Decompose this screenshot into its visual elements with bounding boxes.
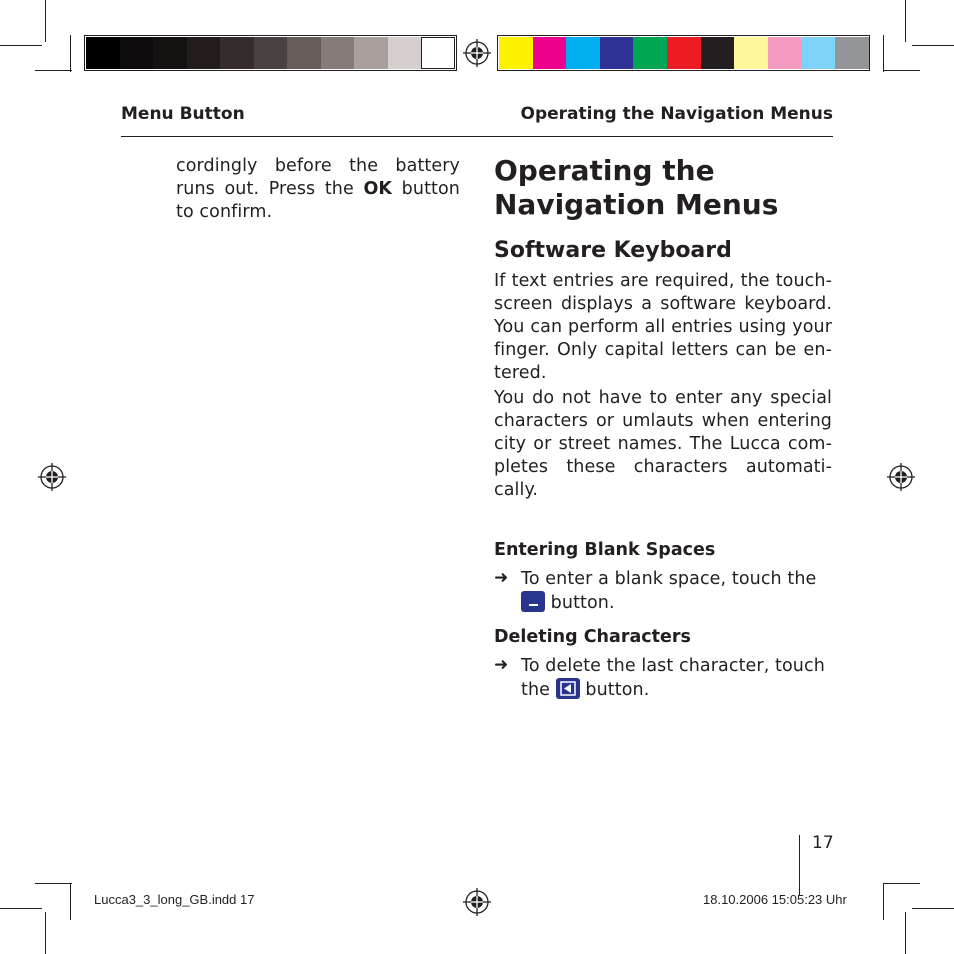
space-key-icon [521,591,545,612]
registration-mark-icon [463,888,491,916]
paragraph-1: If text entries are required, the touch-screen displays a software keyboard. You can perform all entries using your finger. Only capital letters can be en-tered. [494,271,832,383]
instruction-delete-end: button. [585,680,650,700]
registration-mark-icon [38,463,66,491]
instruction-spaces-line1: To enter a blank space, touch the [521,569,817,589]
registration-mark-icon [463,39,491,67]
left-column-text [176,155,460,224]
backspace-key-icon [556,678,580,699]
crop-mark [45,0,46,42]
subsection-title-delete: Deleting Characters [494,627,691,647]
crop-mark [883,70,920,71]
instruction-delete-line1: To delete the last character, touch [521,656,825,676]
page-title-line1: Operating the [494,154,715,187]
instruction-delete [521,655,832,702]
crop-mark [912,908,954,909]
crop-mark [905,0,906,42]
crop-mark [912,45,954,46]
crop-mark [883,883,884,920]
crop-mark [883,35,884,72]
instruction-spaces-line2 [521,591,832,615]
paragraph-2: You do not have to enter any special characters or umlauts when entering city or street names. The Lucca com-pletes these characters automati-cally. [494,388,832,500]
footer-filename: Lucca3_3_long_GB.indd 17 [94,892,255,907]
crop-mark [905,912,906,954]
instruction-delete-line2 [521,678,832,702]
section-title: Software Keyboard [494,238,732,263]
instruction-spaces [521,568,832,615]
running-header-left: Menu Button [121,104,245,124]
color-bar-frame [84,35,457,71]
crop-mark [70,883,71,920]
color-bar-frame [497,35,870,71]
crop-mark [35,70,72,71]
right-arrow-icon: ➜ [494,568,509,588]
page-number: 17 [812,833,834,853]
header-rule [121,136,833,137]
registration-mark-icon [887,463,915,491]
instruction-delete-the: the [521,680,551,700]
instruction-spaces-end: button. [550,593,615,613]
crop-mark [45,912,46,954]
running-header-right: Operating the Navigation Menus [520,104,833,124]
ok-button-label: OK [363,179,393,199]
crop-mark [0,45,42,46]
footer-date: 18.10.2006 15:05:23 Uhr [703,892,847,907]
page-title [494,154,778,222]
right-arrow-icon: ➜ [494,655,509,675]
subsection-title-spaces: Entering Blank Spaces [494,540,716,560]
page-title-line2: Navigation Menus [494,188,779,221]
crop-mark [70,35,71,72]
page-number-rule [799,835,800,895]
crop-mark [35,883,72,884]
left-text-start: cordingly before the battery runs out. Press the [176,156,460,199]
left-text-end: button to confirm. [176,179,461,222]
crop-mark [883,883,920,884]
crop-mark [0,908,42,909]
